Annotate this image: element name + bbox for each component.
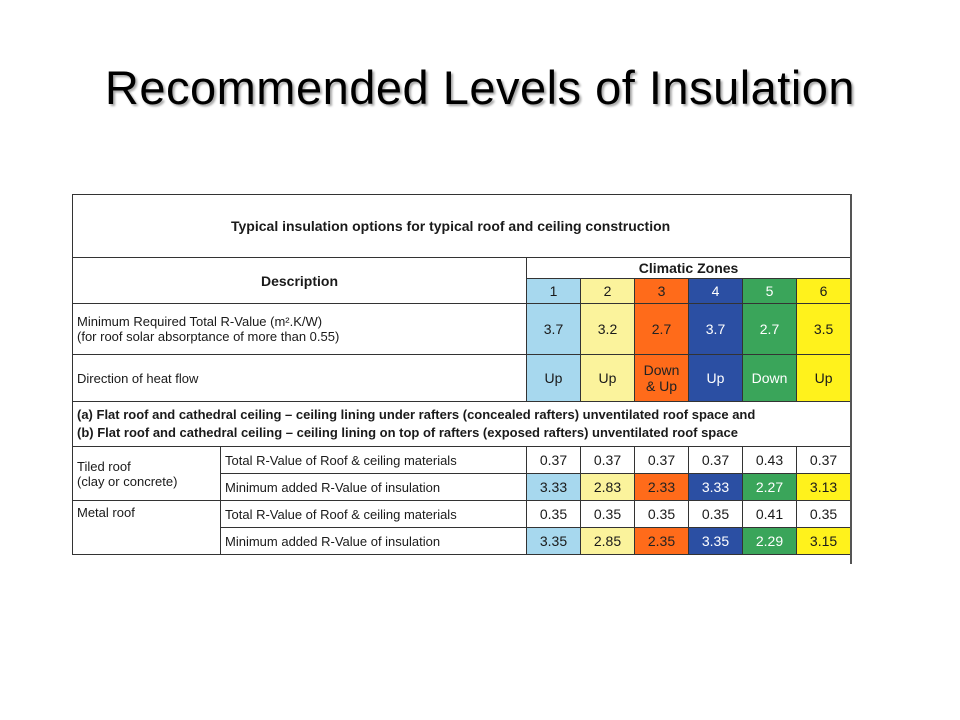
heat-flow-zone-1: Up bbox=[527, 355, 581, 402]
table-cell: 0.37 bbox=[635, 447, 689, 474]
table-cell: 0.37 bbox=[527, 447, 581, 474]
table-cell: 0.35 bbox=[797, 501, 851, 528]
min-r-value-zone-2: 3.2 bbox=[581, 304, 635, 355]
insulation-table bbox=[72, 194, 852, 564]
metal-roof-label-line1: Metal roof bbox=[77, 505, 135, 520]
heat-flow-zone-3: Down & Up bbox=[635, 355, 689, 402]
table-cell: 2.35 bbox=[635, 528, 689, 555]
table-cell: 0.35 bbox=[581, 501, 635, 528]
table-cell: 2.33 bbox=[635, 474, 689, 501]
table-cell: 0.37 bbox=[581, 447, 635, 474]
table-cell: 2.27 bbox=[743, 474, 797, 501]
table-cell: 0.43 bbox=[743, 447, 797, 474]
tiled-roof-label bbox=[73, 447, 221, 501]
table-cell: 2.83 bbox=[581, 474, 635, 501]
table-cell: 2.29 bbox=[743, 528, 797, 555]
min-r-value-zone-1: 3.7 bbox=[527, 304, 581, 355]
table-cell: 3.15 bbox=[797, 528, 851, 555]
min-r-value-label-line1: Minimum Required Total R-Value (m².K/W) bbox=[77, 314, 323, 329]
table-cell: 0.37 bbox=[689, 447, 743, 474]
min-r-value-zone-6: 3.5 bbox=[797, 304, 851, 355]
table-cell: 0.35 bbox=[635, 501, 689, 528]
min-r-value-label-line2: (for roof solar absorptance of more than 0.55) bbox=[77, 329, 340, 344]
climatic-zones-header: Climatic Zones bbox=[527, 258, 851, 279]
section-heading bbox=[73, 402, 851, 447]
section-line-a: (a) Flat roof and cathedral ceiling – ceiling lining under rafters (concealed rafters) unventilated roof space and bbox=[77, 407, 756, 422]
zone-4-header: 4 bbox=[689, 279, 743, 304]
row-label: Total R-Value of Roof & ceiling materials bbox=[221, 501, 527, 528]
table-cell: 3.35 bbox=[527, 528, 581, 555]
table-cell: 3.13 bbox=[797, 474, 851, 501]
metal-roof-label bbox=[73, 501, 221, 555]
min-r-value-label bbox=[73, 304, 527, 355]
zone-3-header: 3 bbox=[635, 279, 689, 304]
tiled-roof-label-line2: (clay or concrete) bbox=[77, 473, 178, 489]
section-line-b: (b) Flat roof and cathedral ceiling – ceiling lining on top of rafters (exposed rafters) unventilated roof space bbox=[77, 425, 738, 440]
heat-flow-zone-6: Up bbox=[797, 355, 851, 402]
slide-title: Recommended Levels of Insulation bbox=[104, 61, 856, 114]
table-title: Typical insulation options for typical roof and ceiling construction bbox=[73, 195, 851, 258]
table-cell: 3.33 bbox=[527, 474, 581, 501]
table-cell: 0.41 bbox=[743, 501, 797, 528]
min-r-value-zone-4: 3.7 bbox=[689, 304, 743, 355]
min-r-value-zone-5: 2.7 bbox=[743, 304, 797, 355]
table-cell: 2.85 bbox=[581, 528, 635, 555]
description-header: Description bbox=[73, 258, 527, 304]
table-cell: 0.35 bbox=[689, 501, 743, 528]
heat-flow-zone-4: Up bbox=[689, 355, 743, 402]
tiled-roof-label-line1: Tiled roof bbox=[77, 458, 131, 474]
table-cell: 0.35 bbox=[527, 501, 581, 528]
zone-1-header: 1 bbox=[527, 279, 581, 304]
heat-flow-label: Direction of heat flow bbox=[73, 355, 527, 402]
row-label: Minimum added R-Value of insulation bbox=[221, 528, 527, 555]
table-cell: 3.33 bbox=[689, 474, 743, 501]
table-cell: 3.35 bbox=[689, 528, 743, 555]
zone-5-header: 5 bbox=[743, 279, 797, 304]
zone-2-header: 2 bbox=[581, 279, 635, 304]
min-r-value-zone-3: 2.7 bbox=[635, 304, 689, 355]
row-label: Total R-Value of Roof & ceiling materials bbox=[221, 447, 527, 474]
row-label: Minimum added R-Value of insulation bbox=[221, 474, 527, 501]
heat-flow-zone-2: Up bbox=[581, 355, 635, 402]
table-cell: 0.37 bbox=[797, 447, 851, 474]
heat-flow-zone-5: Down bbox=[743, 355, 797, 402]
zone-6-header: 6 bbox=[797, 279, 851, 304]
